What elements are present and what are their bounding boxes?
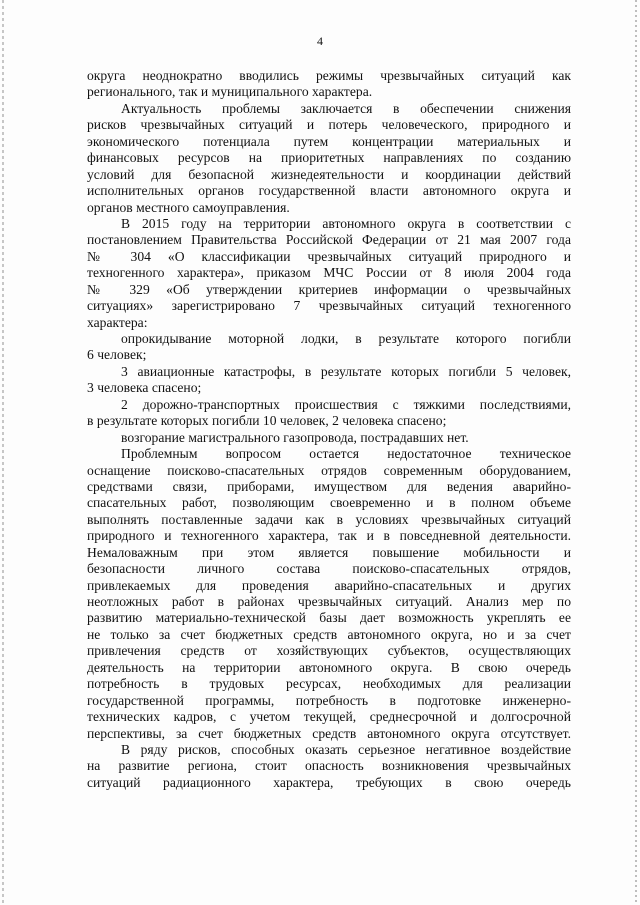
text-line: экономического потенциала путем концентрации материальных и [87,133,571,149]
page-number: 4 [317,34,323,48]
text-line: № 329 «Об утверждении критериев информации о чрезвычайных [87,281,571,297]
text-line: рисков чрезвычайных ситуаций и потерь человеческого, природного и [87,117,571,133]
text-line: В ряду рисков, способных оказать серьезное негативное воздействие [121,741,571,757]
text-line: 2 дорожно-транспортных происшествия с тяжкими последствиями, [121,396,571,412]
text-line: неотложных работ в районах чрезвычайных ситуаций. Анализ мер по [87,594,571,609]
text-line: в результате которых погибли 10 человек, 2 человека спасено; [87,413,447,429]
text-line: В 2015 году на территории автономного округа в соответствии с [121,215,571,231]
text-line: Актуальность проблемы заключается в обеспечении снижения [121,100,571,116]
text-line: Проблемным вопросом остается недостаточное техническое [121,446,571,462]
text-line: деятельность на территории автономного округа. В свою очередь [87,659,571,675]
text-line: спасательных работ, позволяющим своевременно и в полном объеме [87,495,571,511]
text-line: исполнительных органов государственной власти автономного округа и [87,183,571,199]
text-line: перспективы, за счет бюджетных средств автономного округа отсутствует. [87,725,571,741]
text-line: не только за счет бюджетных средств автономного округа, но и за счет [87,626,571,642]
text-line: средствами связи, приборами, имуществом для ведения аварийно- [87,478,571,494]
text-line: безопасности личного состава поисково-спасательных отрядов, [87,561,571,577]
text-line: выполнять поставленные задачи как в условиях чрезвычайных ситуаций [87,511,571,527]
text-line: органов местного самоуправления. [87,199,290,215]
text-line: округа неоднократно вводились режимы чрезвычайных ситуаций как [87,68,571,83]
text-line: № 304 «О классификации чрезвычайных ситуаций природного и [87,248,571,264]
scan-edge-left [2,0,4,905]
text-line: привлекаемых для проведения аварийно-спасательных и других [87,577,571,593]
text-line: опрокидывание моторной лодки, в результате которого погибли [121,331,571,346]
text-line: Немаловажным при этом является повышение мобильности и [87,544,571,560]
text-line: технических кадров, с учетом текущей, среднесрочной и долгосрочной [87,709,571,725]
text-line: характера: [87,314,148,330]
scan-edge-right [635,0,637,905]
text-line: государственной программы, потребность в подготовке инженерно- [87,692,571,708]
text-line: 6 человек; [87,347,147,363]
text-line: условий для безопасной жизнедеятельности и координации действий [87,166,571,182]
text-line: финансовых ресурсов на приоритетных направлениях по созданию [87,150,571,166]
text-line: ситуациях» зарегистрировано 7 чрезвычайных ситуаций техногенного [87,298,571,314]
text-line: природного и техногенного характера, так и в повседневной деятельности. [87,528,571,544]
text-line: оснащение поисково-спасательных отрядов современным оборудованием, [87,462,571,478]
text-line: потребность в трудовых ресурсах, необходимых для реализации [87,676,571,692]
text-line: техногенного характера», приказом МЧС России от 8 июля 2004 года [87,265,571,281]
text-line: 3 авиационные катастрофы, в результате которых погибли 5 человек, [121,363,571,379]
body-text [87,68,571,791]
text-line: регионального, так и муниципального характера. [87,84,373,100]
text-line: ситуаций радиационного характера, требующих в свою очередь [87,774,571,790]
text-line: постановлением Правительства Российской Федерации от 21 мая 2007 года [87,232,571,248]
text-line: на развитие региона, стоит опасность возникновения чрезвычайных [87,758,571,774]
text-line: привлечения средств от хозяйствующих субъектов, осуществляющих [87,643,571,659]
text-line: развитию материально-технической базы дает возможность укреплять ее [87,610,571,626]
text-line: возгорание магистрального газопровода, пострадавших нет. [121,429,469,445]
text-line: 3 человека спасено; [87,380,202,396]
